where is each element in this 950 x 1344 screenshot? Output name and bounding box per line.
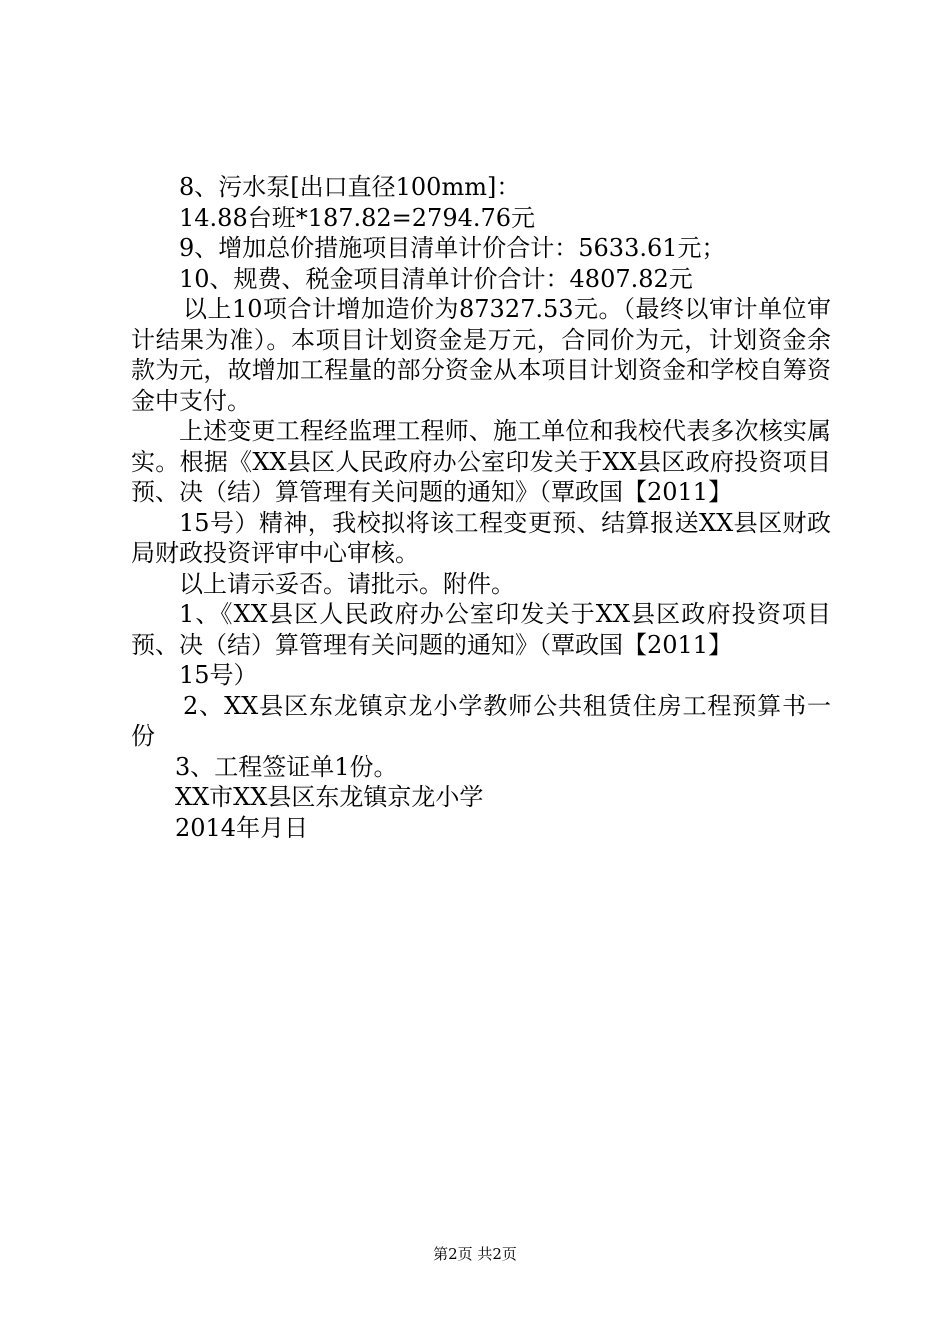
paragraph-request: 以上请示妥否。请批示。附件。 xyxy=(179,569,515,598)
paragraph-attachment-1: 1、《XX县区人民政府办公室印发关于XX县区政府投资项目预、决（结）算管理有关问题的通知》（覃政国【2011】 xyxy=(131,600,831,659)
paragraph-verification-continued: 15号）精神，我校拟将该工程变更预、结算报送XX县区财政局财政投资评审中心审核。 xyxy=(131,508,831,567)
paragraph-item-9: 9、增加总价措施项目清单计价合计：5633.61元； xyxy=(179,234,726,262)
paragraph-summary: 以上10项合计增加造价为87327.53元。（最终以审计单位审计结果为准）。本项目计划资金是万元，合同价为元，计划资金余款为元，故增加工程量的部分资金从本项目计划资金和学校自筹资金中支付。 xyxy=(131,295,831,415)
paragraph-verification: 上述变更工程经监理工程师、施工单位和我校代表多次核实属实。根据《XX县区人民政府办公室印发关于XX县区政府投资项目预、决（结）算管理有关问题的通知》（覃政国【2011】 xyxy=(131,417,831,506)
paragraph-item-10: 10、规费、税金项目清单计价合计：4807.82元 xyxy=(179,264,693,293)
page-number-footer: 第2页 共2页 xyxy=(433,1245,517,1263)
document-body xyxy=(131,172,831,843)
paragraph-item-8: 8、污水泵[出口直径100mm]： xyxy=(179,173,521,201)
signature-date: 2014年月日 xyxy=(175,813,309,842)
paragraph-item-8-calculation: 14.88台班*187.82=2794.76元 xyxy=(179,203,536,232)
paragraph-attachment-2: 2、XX县区东龙镇京龙小学教师公共租赁住房工程预算书一份 xyxy=(131,691,831,750)
signature-organization: XX市XX县区东龙镇京龙小学 xyxy=(175,783,484,811)
paragraph-attachment-1-continued: 15号） xyxy=(179,661,258,689)
paragraph-attachment-3: 3、工程签证单1份。 xyxy=(175,752,398,781)
